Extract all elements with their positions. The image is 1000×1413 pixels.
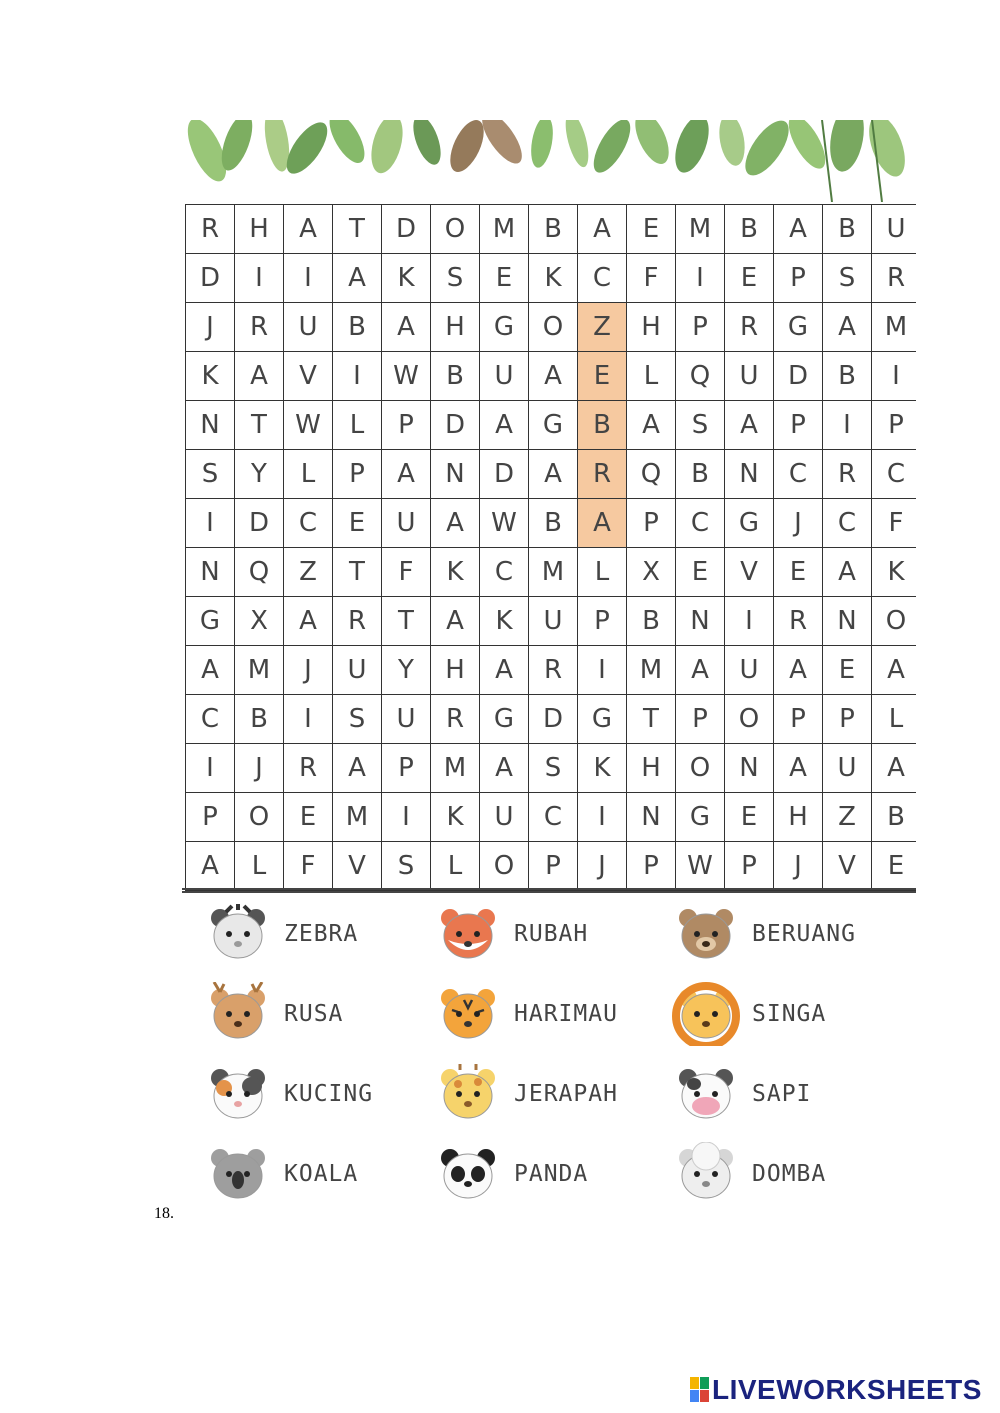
grid-cell: A <box>578 205 627 254</box>
grid-cell: A <box>529 352 578 401</box>
grid-cell: A <box>284 205 333 254</box>
grid-cell: K <box>529 254 578 303</box>
grid-cell: B <box>529 205 578 254</box>
grid-cell: A <box>774 205 823 254</box>
word-label: KUCING <box>284 1081 374 1107</box>
liveworksheets-logo-icon <box>690 1377 710 1403</box>
word-item <box>434 902 588 966</box>
word-label: HARIMAU <box>514 1001 618 1027</box>
grid-cell: H <box>235 205 284 254</box>
grid-cell: I <box>186 744 235 793</box>
page-number: 18. <box>154 1205 174 1222</box>
word-item <box>672 902 856 966</box>
koala-icon <box>204 1142 272 1206</box>
grid-cell: E <box>872 842 916 891</box>
grid-cell: D <box>186 254 235 303</box>
word-label: DOMBA <box>752 1161 827 1187</box>
grid-cell: P <box>382 744 431 793</box>
grid-cell: B <box>235 695 284 744</box>
grid-cell: R <box>333 597 382 646</box>
grid-cell: A <box>578 499 627 548</box>
grid-cell: R <box>725 303 774 352</box>
grid-cell: S <box>382 842 431 891</box>
grid-cell: I <box>823 401 872 450</box>
grid-cell: P <box>627 842 676 891</box>
grid-cell: O <box>872 597 916 646</box>
section-divider <box>182 888 916 893</box>
grid-cell: G <box>725 499 774 548</box>
grid-cell: S <box>529 744 578 793</box>
grid-cell: S <box>823 254 872 303</box>
grid-cell: I <box>578 793 627 842</box>
word-label: PANDA <box>514 1161 589 1187</box>
word-label: BERUANG <box>752 921 856 947</box>
grid-cell: I <box>725 597 774 646</box>
grid-cell: O <box>431 205 480 254</box>
grid-cell: A <box>431 499 480 548</box>
grid-cell: K <box>578 744 627 793</box>
grid-cell: L <box>431 842 480 891</box>
grid-cell: E <box>578 352 627 401</box>
grid-cell: R <box>529 646 578 695</box>
word-label: SINGA <box>752 1001 827 1027</box>
grid-cell: G <box>676 793 725 842</box>
grid-cell: P <box>627 499 676 548</box>
grid-cell: G <box>529 401 578 450</box>
grid-cell: P <box>774 401 823 450</box>
grid-cell: A <box>284 597 333 646</box>
grid-cell: L <box>578 548 627 597</box>
grid-cell: I <box>186 499 235 548</box>
grid-cell: W <box>676 842 725 891</box>
grid-cell: P <box>676 303 725 352</box>
word-search-grid-area <box>185 204 916 890</box>
grid-cell: H <box>627 303 676 352</box>
grid-cell: L <box>627 352 676 401</box>
grid-cell: A <box>676 646 725 695</box>
grid-cell: U <box>872 205 916 254</box>
grid-cell: D <box>480 450 529 499</box>
grid-cell: A <box>872 646 916 695</box>
grid-cell: W <box>284 401 333 450</box>
grid-cell: Z <box>578 303 627 352</box>
grid-cell: W <box>382 352 431 401</box>
word-item <box>204 902 358 966</box>
grid-cell: I <box>284 254 333 303</box>
word-label: SAPI <box>752 1081 812 1107</box>
grid-cell: I <box>235 254 284 303</box>
grid-cell: U <box>480 793 529 842</box>
grid-cell: B <box>676 450 725 499</box>
grid-cell: M <box>431 744 480 793</box>
grid-cell: J <box>774 499 823 548</box>
grid-cell: V <box>333 842 382 891</box>
grid-cell: A <box>725 401 774 450</box>
grid-cell: A <box>431 597 480 646</box>
worksheet-image <box>182 120 916 1220</box>
grid-cell: S <box>333 695 382 744</box>
word-label: RUSA <box>284 1001 344 1027</box>
grid-cell: H <box>431 303 480 352</box>
grid-cell: I <box>872 352 916 401</box>
grid-cell: V <box>725 548 774 597</box>
grid-cell: U <box>823 744 872 793</box>
grid-cell: T <box>382 597 431 646</box>
grid-cell: R <box>284 744 333 793</box>
grid-cell: I <box>284 695 333 744</box>
grid-cell: B <box>529 499 578 548</box>
grid-cell: U <box>480 352 529 401</box>
grid-cell: A <box>480 744 529 793</box>
word-label: RUBAH <box>514 921 589 947</box>
grid-cell: E <box>676 548 725 597</box>
grid-cell: F <box>382 548 431 597</box>
grid-cell: G <box>480 695 529 744</box>
grid-cell: M <box>627 646 676 695</box>
grid-cell: H <box>774 793 823 842</box>
grid-cell: V <box>823 842 872 891</box>
grid-cell: C <box>676 499 725 548</box>
grid-cell: E <box>480 254 529 303</box>
grid-cell: N <box>725 450 774 499</box>
grid-cell: A <box>823 303 872 352</box>
grid-cell: E <box>284 793 333 842</box>
grid-cell: A <box>480 646 529 695</box>
grid-cell: D <box>382 205 431 254</box>
grid-cell: B <box>627 597 676 646</box>
grid-cell: T <box>235 401 284 450</box>
word-item <box>672 1142 826 1206</box>
grid-cell: A <box>529 450 578 499</box>
grid-cell: R <box>823 450 872 499</box>
grid-cell: A <box>823 548 872 597</box>
grid-cell: U <box>725 646 774 695</box>
grid-cell: A <box>333 744 382 793</box>
grid-cell: C <box>529 793 578 842</box>
word-label: ZEBRA <box>284 921 359 947</box>
grid-cell: X <box>235 597 284 646</box>
grid-cell: P <box>823 695 872 744</box>
grid-cell: U <box>725 352 774 401</box>
grid-cell: C <box>578 254 627 303</box>
grid-cell: B <box>725 205 774 254</box>
grid-cell: D <box>431 401 480 450</box>
grid-cell: W <box>480 499 529 548</box>
grid-cell: T <box>333 548 382 597</box>
grid-cell: N <box>627 793 676 842</box>
grid-cell: L <box>872 695 916 744</box>
grid-cell: E <box>333 499 382 548</box>
grid-cell: P <box>774 254 823 303</box>
grid-cell: S <box>676 401 725 450</box>
grid-cell: J <box>186 303 235 352</box>
grid-cell: K <box>480 597 529 646</box>
grid-cell: P <box>725 842 774 891</box>
grid-cell: I <box>578 646 627 695</box>
word-item <box>434 1142 588 1206</box>
grid-cell: N <box>676 597 725 646</box>
grid-cell: N <box>431 450 480 499</box>
grid-cell: Z <box>284 548 333 597</box>
grid-cell: P <box>774 695 823 744</box>
grid-cell: F <box>284 842 333 891</box>
grid-cell: D <box>774 352 823 401</box>
grid-cell: Q <box>627 450 676 499</box>
grid-cell: E <box>725 793 774 842</box>
grid-cell: P <box>333 450 382 499</box>
grid-cell: P <box>676 695 725 744</box>
grid-cell: B <box>578 401 627 450</box>
word-search-grid <box>185 204 916 891</box>
leaf-banner-decoration <box>182 120 916 202</box>
grid-cell: U <box>284 303 333 352</box>
grid-cell: A <box>627 401 676 450</box>
grid-cell: T <box>627 695 676 744</box>
grid-cell: G <box>774 303 823 352</box>
grid-cell: N <box>186 401 235 450</box>
grid-cell: O <box>529 303 578 352</box>
brand-name: LIVEWORKSHEETS <box>712 1374 982 1405</box>
grid-cell: R <box>774 597 823 646</box>
grid-cell: P <box>186 793 235 842</box>
grid-cell: B <box>872 793 916 842</box>
panda-icon <box>434 1142 502 1206</box>
grid-cell: N <box>823 597 872 646</box>
grid-cell: R <box>578 450 627 499</box>
grid-cell: E <box>823 646 872 695</box>
grid-cell: M <box>333 793 382 842</box>
grid-cell: I <box>333 352 382 401</box>
grid-cell: K <box>431 793 480 842</box>
word-item <box>204 982 343 1046</box>
bear-icon <box>672 902 740 966</box>
grid-cell: M <box>235 646 284 695</box>
grid-cell: H <box>431 646 480 695</box>
grid-cell: C <box>284 499 333 548</box>
grid-cell: J <box>578 842 627 891</box>
grid-cell: A <box>186 646 235 695</box>
deer-icon <box>204 982 272 1046</box>
grid-cell: C <box>872 450 916 499</box>
grid-cell: C <box>823 499 872 548</box>
grid-cell: C <box>186 695 235 744</box>
grid-cell: Z <box>823 793 872 842</box>
sheep-icon <box>672 1142 740 1206</box>
giraffe-icon <box>434 1062 502 1126</box>
grid-cell: U <box>333 646 382 695</box>
grid-cell: E <box>725 254 774 303</box>
grid-cell: E <box>627 205 676 254</box>
grid-cell: R <box>186 205 235 254</box>
grid-cell: A <box>382 303 431 352</box>
grid-cell: P <box>529 842 578 891</box>
grid-cell: B <box>823 205 872 254</box>
lion-icon <box>672 982 740 1046</box>
grid-cell: S <box>431 254 480 303</box>
word-item <box>434 1062 618 1126</box>
grid-cell: Q <box>676 352 725 401</box>
word-item <box>672 1062 811 1126</box>
grid-cell: F <box>627 254 676 303</box>
grid-cell: U <box>382 695 431 744</box>
grid-cell: L <box>235 842 284 891</box>
grid-cell: M <box>480 205 529 254</box>
grid-cell: C <box>774 450 823 499</box>
grid-cell: C <box>480 548 529 597</box>
grid-cell: Y <box>382 646 431 695</box>
fox-icon <box>434 902 502 966</box>
grid-cell: M <box>676 205 725 254</box>
word-label: JERAPAH <box>514 1081 618 1107</box>
grid-cell: P <box>382 401 431 450</box>
grid-cell: J <box>774 842 823 891</box>
grid-cell: S <box>186 450 235 499</box>
grid-cell: F <box>872 499 916 548</box>
grid-cell: O <box>480 842 529 891</box>
grid-cell: H <box>627 744 676 793</box>
grid-cell: B <box>431 352 480 401</box>
grid-cell: A <box>382 450 431 499</box>
zebra-icon <box>204 902 272 966</box>
grid-cell: O <box>725 695 774 744</box>
grid-cell: A <box>235 352 284 401</box>
grid-cell: O <box>235 793 284 842</box>
grid-cell: A <box>774 646 823 695</box>
grid-cell: B <box>823 352 872 401</box>
grid-cell: O <box>676 744 725 793</box>
grid-cell: K <box>186 352 235 401</box>
grid-cell: L <box>333 401 382 450</box>
word-list <box>182 900 916 1220</box>
grid-cell: V <box>284 352 333 401</box>
word-item <box>204 1142 358 1206</box>
tiger-icon <box>434 982 502 1046</box>
grid-cell: G <box>578 695 627 744</box>
word-item <box>672 982 826 1046</box>
grid-cell: N <box>725 744 774 793</box>
grid-cell: D <box>235 499 284 548</box>
grid-cell: J <box>284 646 333 695</box>
grid-cell: T <box>333 205 382 254</box>
grid-cell: P <box>872 401 916 450</box>
word-label: KOALA <box>284 1161 359 1187</box>
grid-cell: U <box>382 499 431 548</box>
grid-cell: K <box>431 548 480 597</box>
grid-cell: E <box>774 548 823 597</box>
grid-cell: R <box>872 254 916 303</box>
grid-cell: K <box>872 548 916 597</box>
grid-cell: L <box>284 450 333 499</box>
word-item <box>204 1062 373 1126</box>
grid-cell: A <box>774 744 823 793</box>
grid-cell: X <box>627 548 676 597</box>
grid-cell: A <box>186 842 235 891</box>
grid-cell: K <box>382 254 431 303</box>
grid-cell: P <box>578 597 627 646</box>
grid-cell: A <box>333 254 382 303</box>
grid-cell: B <box>333 303 382 352</box>
grid-cell: G <box>186 597 235 646</box>
grid-cell: D <box>529 695 578 744</box>
grid-cell: R <box>431 695 480 744</box>
cat-icon <box>204 1062 272 1126</box>
grid-cell: G <box>480 303 529 352</box>
grid-cell: A <box>872 744 916 793</box>
cow-icon <box>672 1062 740 1126</box>
grid-cell: I <box>676 254 725 303</box>
grid-cell: U <box>529 597 578 646</box>
word-item <box>434 982 618 1046</box>
grid-cell: J <box>235 744 284 793</box>
grid-cell: Q <box>235 548 284 597</box>
grid-cell: I <box>382 793 431 842</box>
grid-cell: R <box>235 303 284 352</box>
grid-cell: A <box>480 401 529 450</box>
grid-cell: Y <box>235 450 284 499</box>
brand-logo <box>690 1374 982 1406</box>
grid-cell: N <box>186 548 235 597</box>
grid-cell: M <box>872 303 916 352</box>
grid-cell: M <box>529 548 578 597</box>
